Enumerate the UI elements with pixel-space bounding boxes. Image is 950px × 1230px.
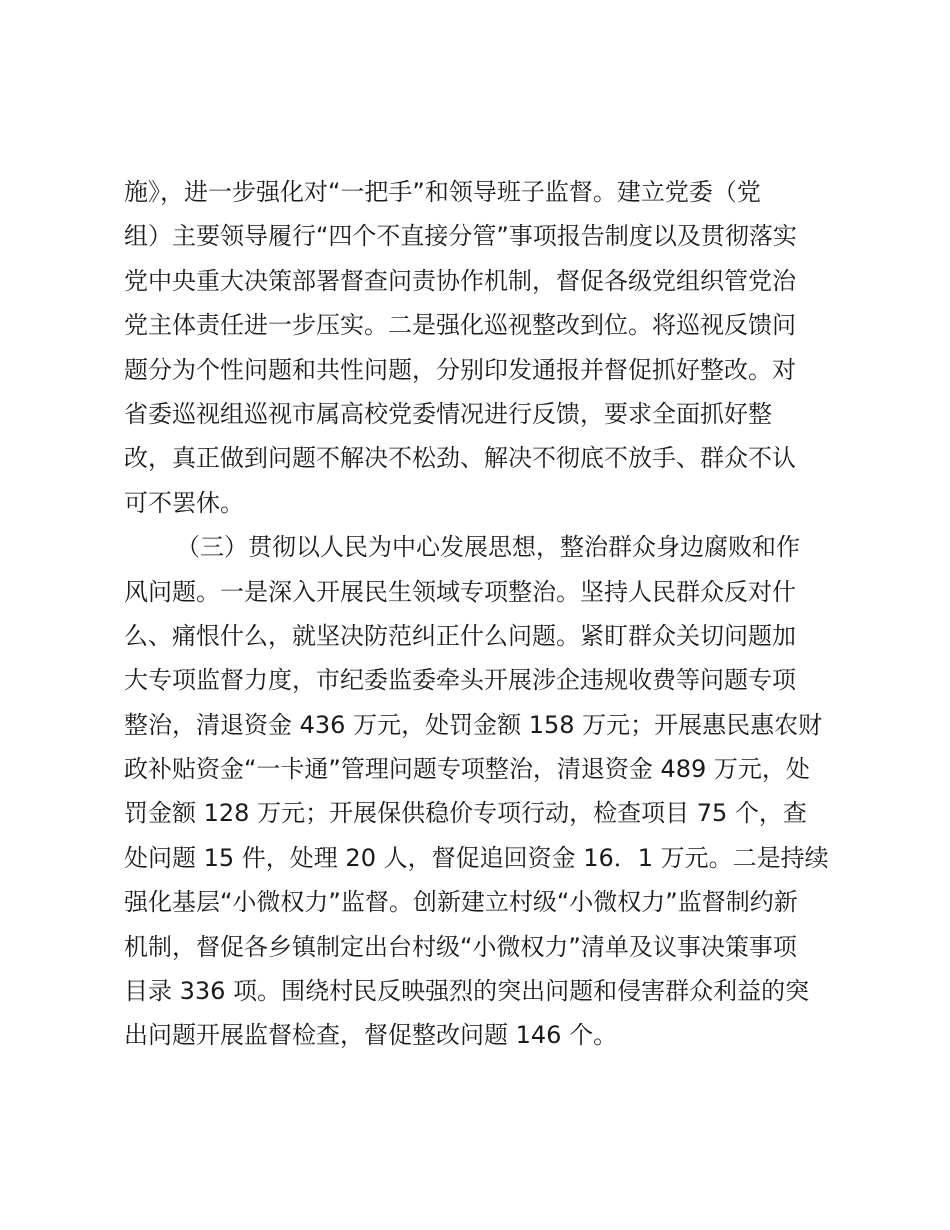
text-line: 省委巡视组巡视市属高校党委情况进行反馈，要求全面抓好整	[124, 399, 772, 428]
text-line: 组）主要领导履行“四个不直接分管”事项报告制度以及贯彻落实	[124, 222, 797, 251]
text-line: 党中央重大决策部署督查问责协作机制，督促各级党组织管党治	[124, 266, 796, 295]
text-line: 整治，清退资金 436 万元，处罚金额 158 万元；开展惠民惠农财	[124, 710, 823, 739]
text-line: 改，真正做到问题不解决不松劲、解决不彻底不放手、群众不认	[124, 444, 796, 473]
text-line: 风问题。一是深入开展民生领域专项整治。坚持人民群众反对什	[124, 577, 796, 606]
text-line: 出问题开展监督检查，督促整改问题 146 个。	[124, 1021, 618, 1050]
text-line: 大专项监督力度，市纪委监委牵头开展涉企违规收费等问题专项	[124, 666, 796, 695]
document-body	[124, 172, 836, 1060]
text-line: 题分为个性问题和共性问题，分别印发通报并督促抓好整改。对	[124, 355, 796, 384]
text-line: 强化基层“小微权力”监督。创新建立村级“小微权力”监督制约新	[124, 888, 798, 917]
section-heading-line: （三）贯彻以人民为中心发展思想，整治群众身边腐败和作	[176, 533, 800, 562]
text-line: 可不罢休。	[124, 488, 244, 517]
text-line: 党主体责任进一步压实。二是强化巡视整改到位。将巡视反馈问	[124, 311, 796, 340]
text-line: 机制，督促各乡镇制定出台村级“小微权力”清单及议事决策事项	[124, 932, 797, 961]
text-line: 政补贴资金“一卡通”管理问题专项整治，清退资金 489 万元，处	[124, 755, 810, 784]
text-line: 处问题 15 件，处理 20 人，督促追回资金 16．1 万元。二是持续	[124, 843, 829, 872]
text-line: 目录 336 项。围绕村民反映强烈的突出问题和侵害群众利益的突	[124, 977, 810, 1006]
text-line: 罚金额 128 万元；开展保供稳价专项行动，检查项目 75 个，查	[124, 799, 807, 828]
text-line: 施》，进一步强化对“一把手”和领导班子监督。建立党委（党	[124, 178, 761, 206]
text-line: 么、痛恨什么，就坚决防范纠正什么问题。紧盯群众关切问题加	[124, 621, 796, 650]
